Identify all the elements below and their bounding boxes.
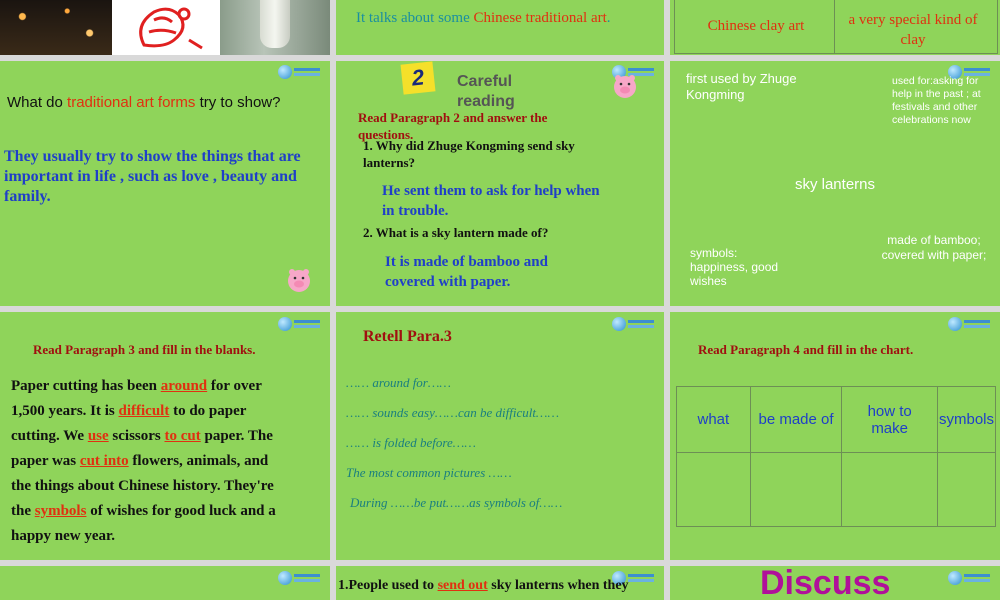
slide-chart bbox=[670, 312, 1000, 560]
section-badge: 2 bbox=[401, 61, 436, 94]
q-post: try to show? bbox=[195, 94, 281, 111]
slide-careful-reading bbox=[336, 61, 664, 306]
instruction-text: Read Paragraph 2 and answer the questions. bbox=[358, 110, 548, 142]
header-what: what bbox=[677, 387, 751, 453]
prompt-4: The most common pictures …… bbox=[346, 465, 512, 480]
line-3: cutting. We use scissors to cut paper. The bbox=[11, 428, 273, 444]
line-5: the things about Chinese history. They're bbox=[11, 478, 274, 494]
line-7: happy new year. bbox=[11, 528, 116, 544]
blank-5[interactable]: cut into bbox=[79, 453, 129, 469]
slide-retell bbox=[336, 312, 664, 560]
slide-photos bbox=[0, 0, 330, 55]
text-highlight: Chinese traditional art bbox=[473, 10, 607, 26]
slide-bottom-left bbox=[0, 566, 330, 600]
q-highlight: traditional art forms bbox=[67, 94, 196, 111]
photo-clay-vase bbox=[220, 0, 330, 55]
fill-chart bbox=[676, 386, 996, 527]
fill-blanks-passage bbox=[11, 374, 329, 549]
table-divider bbox=[834, 0, 835, 54]
table-right-cell: a very special kind of clay bbox=[848, 12, 978, 48]
prompt-5: During ……be put……as symbols of…… bbox=[350, 495, 563, 510]
text-post: . bbox=[606, 10, 611, 26]
slide-title: Read Paragraph 3 and fill in the blanks. bbox=[33, 342, 256, 357]
slide-paper-cutting bbox=[0, 312, 330, 560]
slide-art-forms bbox=[0, 61, 330, 306]
node-symbols: symbols: happiness, good wishes bbox=[690, 246, 779, 288]
photo-lanterns bbox=[0, 0, 112, 55]
header-made-of: be made of bbox=[750, 387, 842, 453]
slide-mindmap bbox=[670, 61, 1000, 306]
prompt-2: …… sounds easy……can be difficult…… bbox=[346, 405, 560, 420]
slide-clay-table bbox=[670, 0, 1000, 55]
slide-bottom-middle bbox=[336, 566, 664, 600]
logo-icon bbox=[948, 317, 992, 331]
header-how: how to make bbox=[842, 387, 938, 453]
blank-6[interactable]: symbols bbox=[34, 503, 87, 519]
cell-made-of[interactable] bbox=[750, 453, 842, 527]
slide-title: Read Paragraph 4 and fill in the chart. bbox=[698, 342, 914, 357]
node-made-of: made of bamboo; covered with paper; bbox=[881, 233, 987, 262]
text-pre: It talks about some bbox=[356, 10, 474, 26]
prompt-1: …… around for…… bbox=[346, 375, 451, 390]
slide-clay-art bbox=[336, 0, 664, 55]
blank-3[interactable]: use bbox=[87, 428, 109, 444]
line-2: 1,500 years. It is difficult to do paper bbox=[11, 403, 247, 419]
slide-title: Retell Para.3 bbox=[363, 328, 452, 345]
section-heading: Careful reading bbox=[457, 73, 515, 110]
logo-icon bbox=[612, 317, 656, 331]
cell-what[interactable] bbox=[677, 453, 751, 527]
blank-2[interactable]: difficult bbox=[118, 403, 170, 419]
question-2: 2. What is a sky lantern made of? bbox=[363, 225, 549, 240]
logo-icon bbox=[278, 317, 322, 331]
retell-prompts bbox=[346, 368, 656, 518]
photo-paper-cutting bbox=[114, 0, 218, 55]
line-6: the symbols of wishes for good luck and a bbox=[11, 503, 276, 519]
cell-how[interactable] bbox=[842, 453, 938, 527]
pig-icon bbox=[612, 73, 638, 99]
q-pre: What do bbox=[7, 94, 68, 111]
answer-1: He sent them to ask for help when in trouble. bbox=[382, 183, 600, 219]
node-center: sky lanterns bbox=[794, 176, 876, 193]
sentence-1: 1.People used to send out sky lanterns when they bbox=[338, 578, 629, 593]
answer-text: They usually try to show the things that are important in life , such as love , beauty and family. bbox=[4, 148, 301, 205]
discuss-title: Discuss bbox=[760, 566, 891, 600]
logo-icon bbox=[948, 571, 992, 585]
blank-4[interactable]: to cut bbox=[164, 428, 201, 444]
answer-2: It is made of bamboo and covered with paper. bbox=[385, 254, 548, 290]
slide-discuss bbox=[670, 566, 1000, 600]
slide-text bbox=[356, 10, 611, 27]
prompt-3: …… is folded before…… bbox=[346, 435, 476, 450]
question-text bbox=[7, 94, 280, 111]
node-used-for: used for:asking for help in the past ; at festivals and other celebrations now bbox=[892, 75, 981, 126]
line-1: Paper cutting has been around for over bbox=[11, 378, 262, 394]
cell-symbols[interactable] bbox=[937, 453, 995, 527]
line-4: paper was cut into flowers, animals, and bbox=[11, 453, 269, 469]
logo-icon bbox=[278, 571, 322, 585]
table-left-cell: Chinese clay art bbox=[707, 18, 805, 34]
blank-send-out[interactable]: send out bbox=[437, 578, 488, 593]
pig-icon bbox=[286, 267, 312, 293]
header-symbols: symbols bbox=[937, 387, 995, 453]
node-first-used: first used by Zhuge Kongming bbox=[686, 71, 797, 102]
logo-icon bbox=[278, 65, 322, 79]
blank-1[interactable]: around bbox=[160, 378, 208, 394]
question-1: 1. Why did Zhuge Kongming send sky lanterns? bbox=[363, 138, 575, 170]
